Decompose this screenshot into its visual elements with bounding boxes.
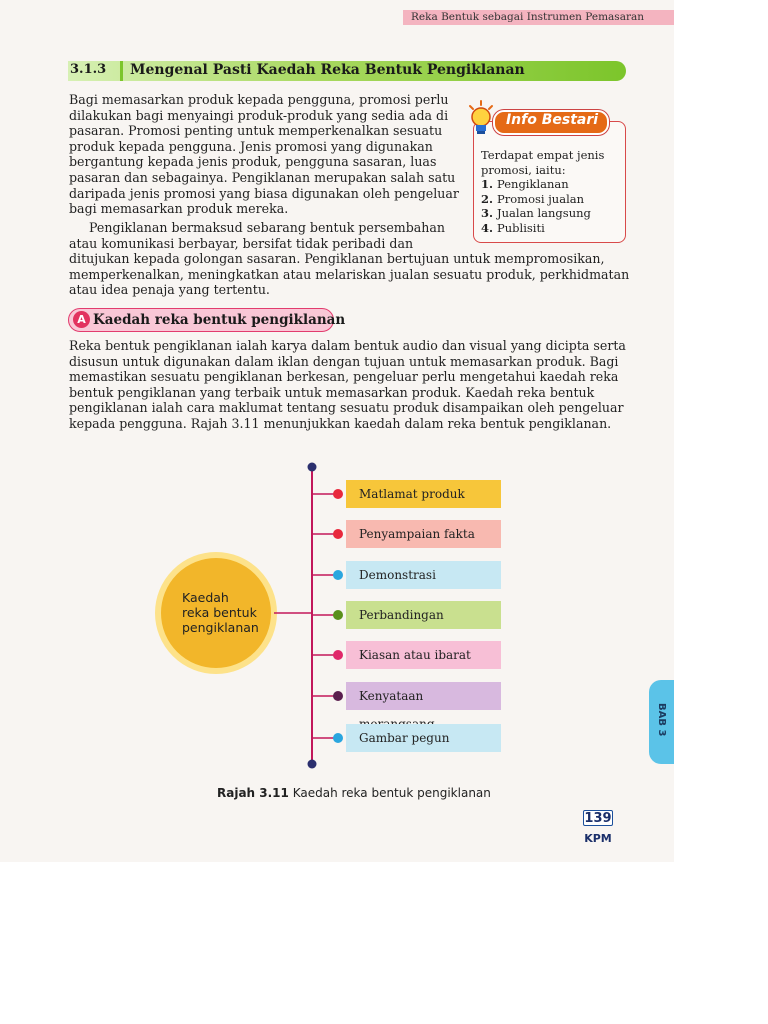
paragraph-line: disusun untuk digunakan dalam iklan dengan tujuan untuk memasarkan produk. Bagi bbox=[69, 353, 619, 369]
diagram-branch-dot bbox=[333, 610, 343, 620]
paragraph-line: pasaran. Promosi penting untuk memperkenalkan sesuatu bbox=[69, 123, 443, 139]
info-bestari-label: Info Bestari bbox=[505, 112, 599, 128]
paragraph-line: atau idea penaja yang tertentu. bbox=[69, 282, 270, 298]
paragraph-line: atau komunikasi berbayar, bersifat tidak peribadi dan bbox=[69, 235, 414, 251]
paragraph-line: daripada jenis promosi yang biasa digunakan oleh pengeluar bbox=[69, 185, 459, 201]
diagram-branch-dot bbox=[333, 489, 343, 499]
info-list-number: 2. bbox=[481, 191, 498, 206]
paragraph-line: dilakukan bagi menyaingi produk-produk yang sedia ada di bbox=[69, 107, 449, 123]
info-intro-line: promosi, iaitu: bbox=[481, 163, 566, 177]
section-title: Mengenal Pasti Kaedah Reka Bentuk Pengiklanan bbox=[130, 62, 525, 78]
info-list-number: 1. bbox=[481, 177, 498, 191]
diagram-node: Kiasan atau ibarat bbox=[346, 641, 501, 669]
paragraph-line: bentuk pengiklanan yang terbaik untuk memasarkan produk. Kaedah reka bentuk bbox=[69, 384, 595, 400]
diagram-branch-dot bbox=[333, 570, 343, 580]
diagram-branch-dot bbox=[333, 529, 343, 539]
page-number: 139 bbox=[584, 811, 612, 826]
diagram-node: Matlamat produk bbox=[346, 480, 501, 508]
paragraph-line: produk kepada pengguna. Jenis promosi yang digunakan bbox=[69, 138, 433, 154]
paragraph-line: Pengiklanan bermaksud sebarang bentuk persembahan bbox=[89, 220, 446, 235]
diagram-hub-label bbox=[182, 590, 259, 635]
caption-label: Rajah 3.11 bbox=[217, 786, 289, 800]
chapter-tab-label: BAB 3 bbox=[656, 703, 667, 737]
diagram-hub-line: Kaedah bbox=[182, 590, 229, 605]
diagram-branch-dot bbox=[333, 650, 343, 660]
diagram-node: Penyampaian fakta bbox=[346, 520, 501, 548]
diagram-spine-bottom-cap bbox=[308, 760, 317, 769]
info-list-number: 3. bbox=[481, 206, 498, 220]
diagram-branch-dot bbox=[333, 733, 343, 743]
diagram-node: Kenyataan bbox=[346, 682, 501, 710]
subheading-title: Kaedah reka bentuk pengiklanan bbox=[93, 312, 346, 328]
section-number: 3.1.3 bbox=[70, 62, 107, 77]
figure-caption bbox=[217, 786, 491, 801]
diagram-node: Demonstrasi bbox=[346, 561, 501, 589]
paragraph-line: ditujukan kepada golongan sasaran. Pengiklanan bertujuan untuk mempromosikan, bbox=[69, 251, 605, 267]
running-header: Reka Bentuk sebagai Instrumen Pemasaran bbox=[403, 10, 674, 25]
subheading-letter: A bbox=[73, 311, 90, 328]
info-list-number: 4. bbox=[481, 220, 498, 235]
info-list-text: Promosi jualan bbox=[497, 191, 585, 206]
publisher-mark: KPM bbox=[584, 832, 612, 845]
info-intro-line: Terdapat empat jenis bbox=[481, 148, 605, 162]
paragraph-line: Reka bentuk pengiklanan ialah karya dalam bentuk audio dan visual yang dicipta serta bbox=[69, 338, 626, 353]
paragraph-line: memastikan sesuatu pengiklanan berkesan, pengeluar perlu mengetahui kaedah reka bbox=[69, 369, 619, 385]
info-list-text: Jualan langsung bbox=[497, 206, 591, 220]
paragraph-line: kepada pengguna. Rajah 3.11 menunjukkan kaedah dalam reka bentuk pengiklanan. bbox=[69, 415, 612, 431]
paragraph-line: pasaran dan sebagainya. Pengiklanan merupakan salah satu bbox=[69, 169, 456, 185]
diagram-branch-dot bbox=[333, 691, 343, 701]
diagram-node: Gambar pegun bbox=[346, 724, 501, 752]
info-list-text: Pengiklanan bbox=[497, 177, 569, 191]
diagram-hub-line: pengiklanan bbox=[182, 620, 259, 635]
paragraph-line: Bagi memasarkan produk kepada pengguna, promosi perlu bbox=[69, 92, 449, 107]
diagram-hub-line: reka bentuk bbox=[182, 605, 257, 620]
paragraph-line: memperkenalkan, meningkatkan atau melariskan jualan sesuatu produk, perkhidmatan bbox=[69, 266, 630, 282]
paragraph-line: bagi memasarkan produk mereka. bbox=[69, 201, 289, 217]
info-list-text: Publisiti bbox=[497, 220, 545, 235]
diagram-node: Perbandingan bbox=[346, 601, 501, 629]
paragraph-line: bergantung kepada jenis produk, pengguna sasaran, luas bbox=[69, 154, 437, 170]
paragraph-line: pengiklanan ialah cara maklumat tentang sesuatu produk disampaikan oleh pengeluar bbox=[69, 400, 624, 416]
caption-text: Kaedah reka bentuk pengiklanan bbox=[288, 786, 491, 800]
diagram-spine-top-cap bbox=[308, 463, 317, 472]
